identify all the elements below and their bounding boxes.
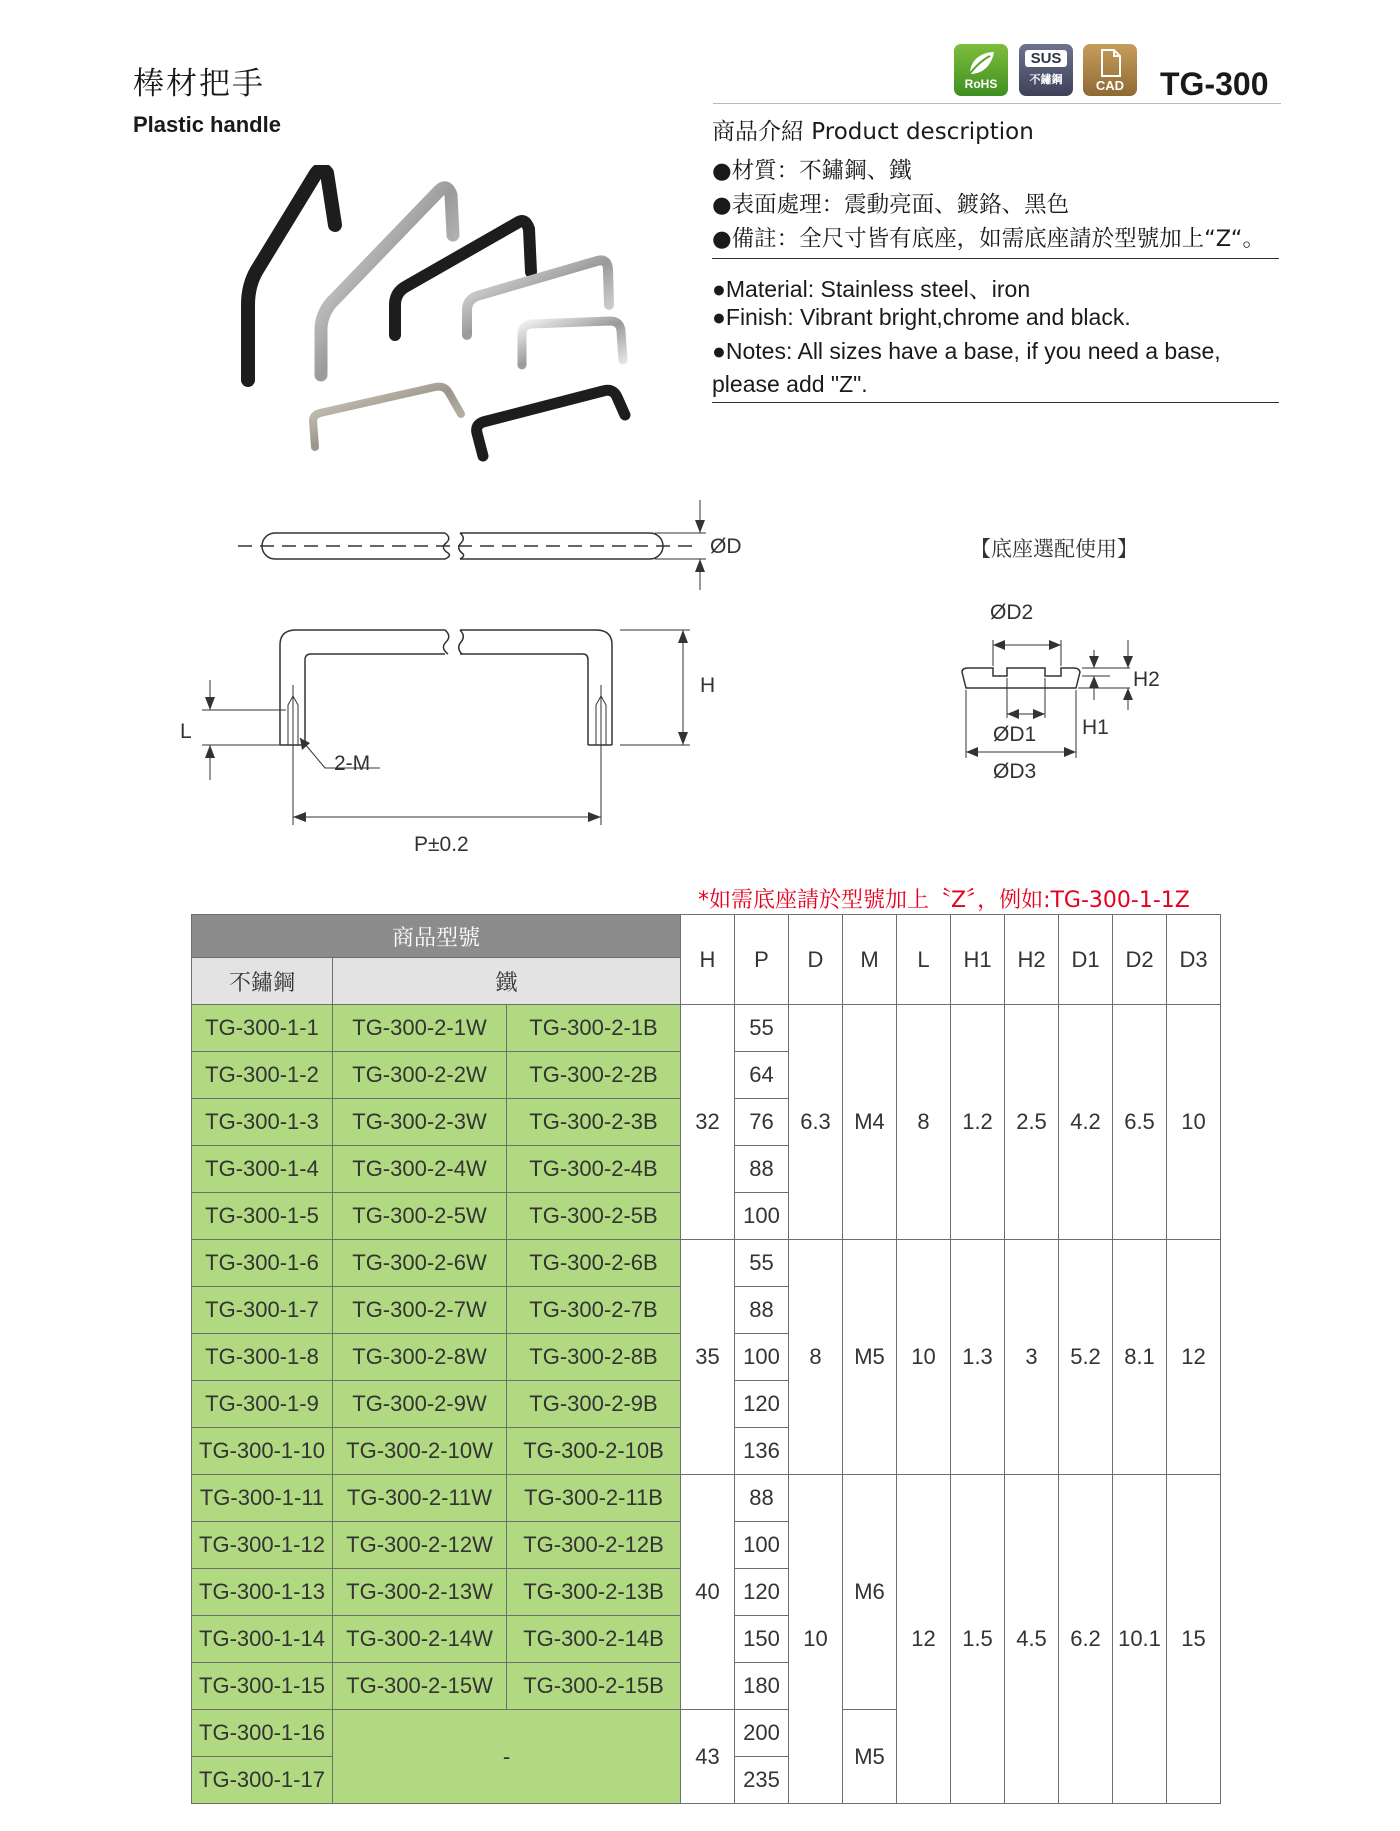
- stainless-model-cell: TG-300-1-2: [192, 1052, 333, 1099]
- header-l: L: [897, 915, 951, 1005]
- base-drawing: [950, 600, 1150, 780]
- iron-b-model-cell: TG-300-2-8B: [507, 1334, 681, 1381]
- stainless-model-cell: TG-300-1-1: [192, 1005, 333, 1052]
- iron-b-model-cell: TG-300-2-4B: [507, 1146, 681, 1193]
- iron-w-model-cell: TG-300-2-8W: [333, 1334, 507, 1381]
- stainless-model-cell: TG-300-1-6: [192, 1240, 333, 1287]
- h2-cell: 3: [1005, 1240, 1059, 1475]
- p-cell: 180: [735, 1663, 789, 1710]
- m-cell: M6: [843, 1475, 897, 1710]
- iron-w-model-cell: TG-300-2-1W: [333, 1005, 507, 1052]
- description-en-notes: ●Notes: All sizes have a base, if you need a base,: [712, 338, 1221, 364]
- stainless-model-cell: TG-300-1-15: [192, 1663, 333, 1710]
- stainless-model-cell: TG-300-1-11: [192, 1475, 333, 1522]
- l-cell: 12: [897, 1475, 951, 1804]
- iron-b-model-cell: TG-300-2-9B: [507, 1381, 681, 1428]
- d1-cell: 4.2: [1059, 1005, 1113, 1240]
- h-cell: 35: [681, 1240, 735, 1475]
- d1-cell: 5.2: [1059, 1240, 1113, 1475]
- iron-b-model-cell: TG-300-2-12B: [507, 1522, 681, 1569]
- p-cell: 76: [735, 1099, 789, 1146]
- m-cell: M5: [843, 1710, 897, 1804]
- p-cell: 55: [735, 1005, 789, 1052]
- page-title-zh: 棒材把手: [133, 66, 265, 102]
- d1-cell: 6.2: [1059, 1475, 1113, 1804]
- iron-w-model-cell: TG-300-2-14W: [333, 1616, 507, 1663]
- iron-b-model-cell: TG-300-2-6B: [507, 1240, 681, 1287]
- steel-handle-flat: [313, 387, 461, 447]
- stainless-model-cell: TG-300-1-9: [192, 1381, 333, 1428]
- sus-badge: [1019, 44, 1073, 96]
- dim-label-l: L: [180, 720, 192, 743]
- p-cell: 100: [735, 1193, 789, 1240]
- dim-label-p: P±0.2: [414, 833, 469, 856]
- page-title-en: Plastic handle: [133, 112, 281, 137]
- iron-b-model-cell: TG-300-2-7B: [507, 1287, 681, 1334]
- iron-b-model-cell: TG-300-2-2B: [507, 1052, 681, 1099]
- h-cell: 43: [681, 1710, 735, 1804]
- rohs-badge: [954, 44, 1008, 96]
- stainless-model-cell: TG-300-1-12: [192, 1522, 333, 1569]
- header-h1: H1: [951, 915, 1005, 1005]
- p-cell: 235: [735, 1757, 789, 1804]
- description-zh-finish: ●表面處理：震動亮面、鍍鉻、黑色: [712, 192, 1070, 218]
- header-d3: D3: [1167, 915, 1221, 1005]
- description-zh-notes: ●備註：全尺寸皆有底座，如需底座請於型號加上“Z“。: [712, 226, 1265, 252]
- rohs-label: RoHS: [964, 77, 998, 91]
- header-d1: D1: [1059, 915, 1113, 1005]
- header-d2: D2: [1113, 915, 1167, 1005]
- d-cell: 8: [789, 1240, 843, 1475]
- p-cell: 120: [735, 1381, 789, 1428]
- iron-b-model-cell: TG-300-2-13B: [507, 1569, 681, 1616]
- header-product-model: 商品型號: [192, 915, 681, 958]
- iron-w-model-cell: TG-300-2-6W: [333, 1240, 507, 1287]
- description-en-finish: ●Finish: Vibrant bright,chrome and black.: [712, 304, 1131, 330]
- iron-w-model-cell: TG-300-2-4W: [333, 1146, 507, 1193]
- h-cell: 40: [681, 1475, 735, 1710]
- p-cell: 200: [735, 1710, 789, 1757]
- description-heading: 商品介紹 Product description: [712, 119, 1034, 145]
- h1-cell: 1.5: [951, 1475, 1005, 1804]
- d3-cell: 10: [1167, 1005, 1221, 1240]
- base-order-note: *如需底座請於型號加上〝Z〞，例如:TG-300-1-1Z: [698, 888, 1190, 913]
- p-cell: 150: [735, 1616, 789, 1663]
- d2-cell: 8.1: [1113, 1240, 1167, 1475]
- base-label-od2: ØD2: [990, 601, 1034, 624]
- stainless-model-cell: TG-300-1-10: [192, 1428, 333, 1475]
- iron-w-model-cell: TG-300-2-2W: [333, 1052, 507, 1099]
- p-cell: 88: [735, 1287, 789, 1334]
- iron-b-model-cell: TG-300-2-5B: [507, 1193, 681, 1240]
- header-stainless: 不鏽鋼: [192, 958, 333, 1005]
- p-cell: 64: [735, 1052, 789, 1099]
- h2-cell: 4.5: [1005, 1475, 1059, 1804]
- header-rule: [713, 103, 1281, 104]
- description-en-notes-cont: please add "Z".: [712, 371, 868, 397]
- iron-b-model-cell: TG-300-2-15B: [507, 1663, 681, 1710]
- stainless-model-cell: TG-300-1-16: [192, 1710, 333, 1757]
- header-d: D: [789, 915, 843, 1005]
- iron-w-model-cell: TG-300-2-10W: [333, 1428, 507, 1475]
- h2-cell: 2.5: [1005, 1005, 1059, 1240]
- product-photo: [215, 165, 645, 465]
- base-title: 【底座選配使用】: [970, 537, 1138, 561]
- stainless-model-cell: TG-300-1-3: [192, 1099, 333, 1146]
- chrome-handle-small: [522, 321, 623, 365]
- chrome-handle-large: [321, 188, 453, 375]
- table-row: [192, 1005, 1221, 1052]
- d2-cell: 10.1: [1113, 1475, 1167, 1804]
- d2-cell: 6.5: [1113, 1005, 1167, 1240]
- iron-b-model-cell: TG-300-2-14B: [507, 1616, 681, 1663]
- d-cell: 6.3: [789, 1005, 843, 1240]
- iron-b-model-cell: TG-300-2-3B: [507, 1099, 681, 1146]
- iron-b-model-cell: TG-300-2-10B: [507, 1428, 681, 1475]
- document-icon: [1083, 46, 1137, 80]
- header-p: P: [735, 915, 789, 1005]
- sus-sublabel: 不鏽鋼: [1029, 74, 1063, 86]
- black-handle-flat: [477, 390, 625, 456]
- h-cell: 32: [681, 1005, 735, 1240]
- description-divider: [712, 258, 1279, 259]
- description-en-material: ●Material: Stainless steel、iron: [712, 276, 1031, 302]
- description-zh-material: ●材質：不鏽鋼、鐵: [712, 158, 912, 184]
- stainless-model-cell: TG-300-1-14: [192, 1616, 333, 1663]
- stainless-model-cell: TG-300-1-13: [192, 1569, 333, 1616]
- header-h2: H2: [1005, 915, 1059, 1005]
- leaf-icon: [954, 46, 1008, 80]
- base-label-h1: H1: [1082, 716, 1109, 739]
- p-cell: 55: [735, 1240, 789, 1287]
- p-cell: 88: [735, 1146, 789, 1193]
- stainless-model-cell: TG-300-1-7: [192, 1287, 333, 1334]
- table-row: [192, 1475, 1221, 1522]
- cad-label: CAD: [1095, 78, 1125, 93]
- base-label-od3: ØD3: [993, 760, 1037, 783]
- d-cell: 10: [789, 1475, 843, 1804]
- p-cell: 100: [735, 1334, 789, 1381]
- dim-label-h: H: [700, 674, 716, 697]
- stainless-model-cell: TG-300-1-17: [192, 1757, 333, 1804]
- base-label-h2: H2: [1133, 668, 1160, 691]
- sus-label: SUS: [1025, 50, 1067, 67]
- m-cell: M5: [843, 1240, 897, 1475]
- dim-label-m: 2-M: [334, 752, 371, 775]
- p-cell: 100: [735, 1522, 789, 1569]
- iron-w-model-cell: TG-300-2-15W: [333, 1663, 507, 1710]
- p-cell: 136: [735, 1428, 789, 1475]
- iron-w-model-cell: TG-300-2-5W: [333, 1193, 507, 1240]
- m-cell: M4: [843, 1005, 897, 1240]
- iron-w-model-cell: TG-300-2-13W: [333, 1569, 507, 1616]
- p-cell: 88: [735, 1475, 789, 1522]
- table-row: [192, 1240, 1221, 1287]
- iron-model-cell-empty: -: [333, 1710, 681, 1804]
- d3-cell: 12: [1167, 1240, 1221, 1475]
- p-cell: 120: [735, 1569, 789, 1616]
- stainless-model-cell: TG-300-1-8: [192, 1334, 333, 1381]
- header-m: M: [843, 915, 897, 1005]
- stainless-model-cell: TG-300-1-5: [192, 1193, 333, 1240]
- handle-drawing: [0, 490, 760, 860]
- dim-label-od: ØD: [710, 535, 742, 558]
- cad-badge: [1083, 44, 1137, 96]
- l-cell: 10: [897, 1240, 951, 1475]
- iron-w-model-cell: TG-300-2-3W: [333, 1099, 507, 1146]
- l-cell: 8: [897, 1005, 951, 1240]
- header-h: H: [681, 915, 735, 1005]
- iron-b-model-cell: TG-300-2-11B: [507, 1475, 681, 1522]
- header-iron: 鐵: [333, 958, 681, 1005]
- iron-w-model-cell: TG-300-2-11W: [333, 1475, 507, 1522]
- iron-w-model-cell: TG-300-2-7W: [333, 1287, 507, 1334]
- iron-b-model-cell: TG-300-2-1B: [507, 1005, 681, 1052]
- base-label-od1: ØD1: [993, 723, 1037, 746]
- iron-w-model-cell: TG-300-2-9W: [333, 1381, 507, 1428]
- model-number: TG-300: [1160, 66, 1269, 102]
- stainless-model-cell: TG-300-1-4: [192, 1146, 333, 1193]
- h1-cell: 1.2: [951, 1005, 1005, 1240]
- h1-cell: 1.3: [951, 1240, 1005, 1475]
- d3-cell: 15: [1167, 1475, 1221, 1804]
- description-bottom-rule: [712, 402, 1279, 403]
- iron-w-model-cell: TG-300-2-12W: [333, 1522, 507, 1569]
- spec-table: [191, 914, 1221, 1804]
